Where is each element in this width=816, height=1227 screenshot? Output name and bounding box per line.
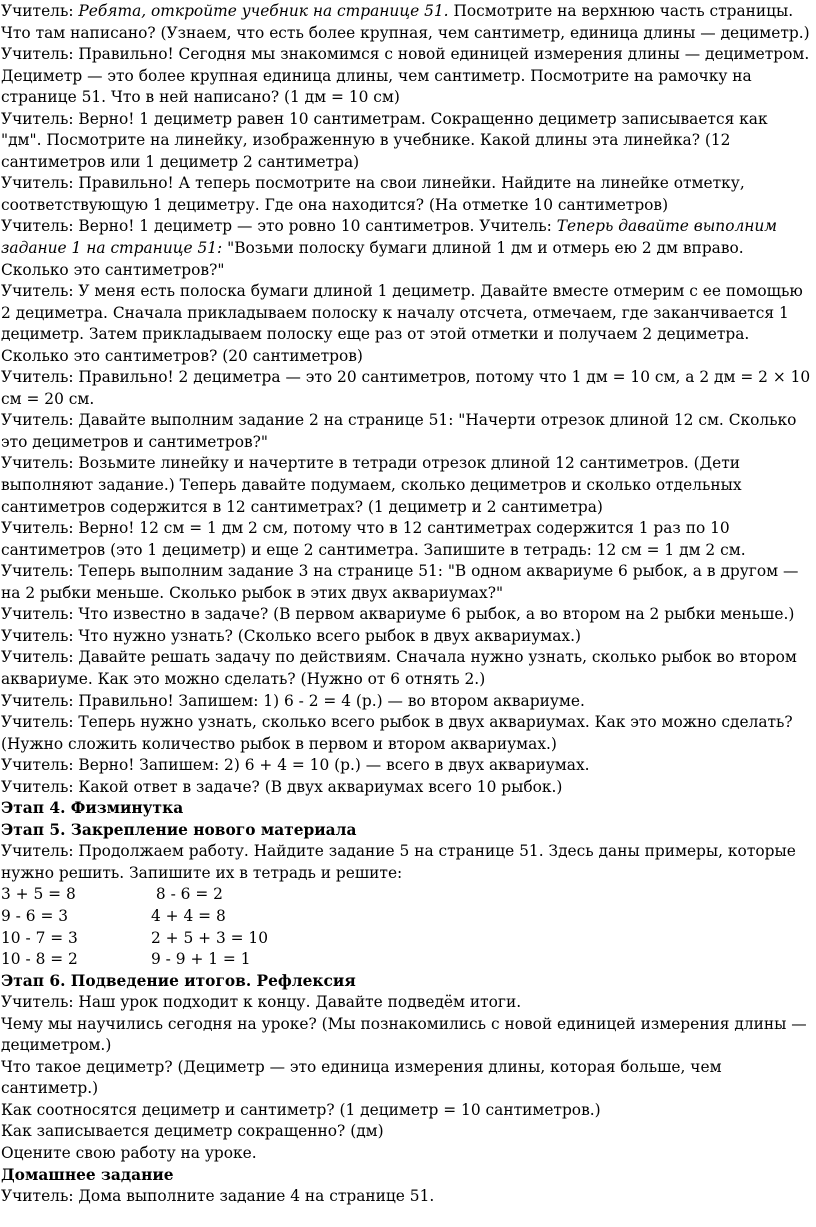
text-run: Учитель: xyxy=(1,2,79,20)
paragraph: Учитель: Правильно! 2 дециметра — это 20 сантиметров, потому что 1 дм = 10 см, а 2 дм = 2 × 10 см = 20 см. xyxy=(1,368,811,408)
section-heading: Домашнее задание xyxy=(1,1165,174,1184)
paragraph: Учитель: Верно! Запишем: 2) 6 + 4 = 10 (р.) — всего в двух аквариумах. xyxy=(1,756,590,775)
section-heading: Этап 4. Физминутка xyxy=(1,799,184,818)
paragraph: Учитель: Какой ответ в задаче? (В двух аквариумах всего 10 рыбок.) xyxy=(1,777,563,796)
examples-block xyxy=(1,884,811,970)
paragraph: Учитель: Правильно! Сегодня мы знакомимся с новой единицей измерения длины — дециметром. Дециметр — это более крупная единица длины, чем сантиметр. Посмотрите на рамочку на странице 51. Что в ней написано? (1 дм = 10 см) xyxy=(1,45,810,107)
paragraph: Учитель: Дома выполните задание 4 на странице 51. xyxy=(1,1187,435,1206)
paragraph: Учитель: Наш урок подходит к концу. Давайте подведём итоги. xyxy=(1,993,522,1012)
example-expression: 4 + 4 = 8 xyxy=(151,906,226,925)
paragraph: Учитель: Верно! 1 дециметр равен 10 сантиметрам. Сокращенно дециметр записывается как "дм". Посмотрите на линейку, изображенную в учебнике. Какой длины эта линейка? (12 сантиметров или 1 дециметр 2 сантиметра) xyxy=(1,109,768,171)
example-expression: 10 - 8 = 2 xyxy=(1,950,78,969)
paragraph: Учитель: Что нужно узнать? (Сколько всего рыбок в двух аквариумах.) xyxy=(1,626,581,645)
paragraph: Оцените свою работу на уроке. xyxy=(1,1143,257,1162)
paragraph: Учитель: Продолжаем работу. Найдите задание 5 на странице 51. Здесь даны примеры, которые нужно решить. Запишите их в тетрадь и решите: xyxy=(1,842,796,882)
example-row xyxy=(1,906,811,928)
example-expression: 9 - 9 + 1 = 1 xyxy=(151,950,251,969)
paragraph: Учитель: Теперь нужно узнать, сколько всего рыбок в двух аквариумах. Как это можно сделать? (Нужно сложить количество рыбок в первом и втором аквариумах.) xyxy=(1,713,793,753)
paragraph: Чему мы научились сегодня на уроке? (Мы познакомились с новой единицей измерения длины — дециметром.) xyxy=(1,1014,807,1055)
paragraph: Что такое дециметр? (Дециметр — это единица измерения длины, которая больше, чем сантиметр.) xyxy=(1,1057,722,1098)
section-heading: Этап 5. Закрепление нового материала xyxy=(1,820,357,839)
example-expression: 8 - 6 = 2 xyxy=(151,885,223,904)
paragraph: Учитель: Правильно! А теперь посмотрите на свои линейки. Найдите на линейке отметку, соответствующую 1 дециметру. Где она находится? (На отметке 10 сантиметров) xyxy=(1,174,745,214)
italic-text: Теперь давайте выполним задание 1 на странице 51: xyxy=(1,217,778,258)
example-expression: 9 - 6 = 3 xyxy=(1,906,69,925)
text-run: Посмотрите на верхнюю часть страницы. Что там написано? (Узнаем, что есть более крупная, чем сантиметр, единица длины — дециметр.) xyxy=(1,2,810,42)
paragraph xyxy=(1,1,811,44)
example-row xyxy=(1,949,811,971)
text-run: "Возьми полоску бумаги длиной 1 дм и отмерь ею 2 дм вправо. Сколько это сантиметров?" xyxy=(1,239,744,279)
paragraph: Учитель: Возьмите линейку и начертите в тетради отрезок длиной 12 сантиметров. (Дети выполняют задание.) Теперь давайте подумаем, сколько дециметров и сколько отдельных сантиметров содержится в 12 сантиметрах? (1 дециметр и 2 сантиметра) xyxy=(1,454,742,516)
paragraph: Учитель: Что известно в задаче? (В первом аквариуме 6 рыбок, а во втором на 2 рыбки меньше.) xyxy=(1,605,795,624)
paragraph: Учитель: Давайте решать задачу по действиям. Сначала нужно узнать, сколько рыбок во втором аквариуме. Как это можно сделать? (Нужно от 6 отнять 2.) xyxy=(1,648,797,688)
paragraph: Как соотносятся дециметр и сантиметр? (1 дециметр = 10 сантиметров.) xyxy=(1,1100,601,1119)
example-row xyxy=(1,884,811,906)
example-expression: 3 + 5 = 8 xyxy=(1,885,76,904)
paragraph: Учитель: Верно! 12 см = 1 дм 2 см, потому что в 12 сантиметрах содержится 1 раз по 10 сантиметров (это 1 дециметр) и еще 2 сантиметра. Запишите в тетрадь: 12 см = 1 дм 2 см. xyxy=(1,519,746,559)
example-expression: 10 - 7 = 3 xyxy=(1,928,78,947)
paragraph: Учитель: У меня есть полоска бумаги длиной 1 дециметр. Давайте вместе отмерим с ее помощью 2 дециметра. Сначала прикладываем полоску к началу отсчета, отмечаем, где заканчивается 1 дециметр. Затем прикладываем полоску еще раз от этой отметки и получаем 2 дециметра. Сколько это сантиметров? (20 сантиметров) xyxy=(1,282,803,365)
section-heading: Этап 6. Подведение итогов. Рефлексия xyxy=(1,971,356,990)
paragraph xyxy=(1,216,811,281)
paragraph: Учитель: Правильно! Запишем: 1) 6 - 2 = 4 (р.) — во втором аквариуме. xyxy=(1,691,585,710)
paragraph: Учитель: Теперь выполним задание 3 на странице 51: "В одном аквариуме 6 рыбок, а в другом — на 2 рыбки меньше. Сколько рыбок в этих двух аквариумах?" xyxy=(1,562,799,602)
paragraph: Учитель: Давайте выполним задание 2 на странице 51: "Начерти отрезок длиной 12 см. Сколько это дециметров и сантиметров?" xyxy=(1,411,797,451)
text-run: Учитель: Верно! 1 дециметр — это ровно 10 сантиметров. Учитель: xyxy=(1,217,557,236)
italic-text: Ребята, откройте учебник на странице 51. xyxy=(78,2,449,20)
example-row xyxy=(1,928,811,950)
paragraph: Как записывается дециметр сокращенно? (дм) xyxy=(1,1122,384,1141)
example-expression: 2 + 5 + 3 = 10 xyxy=(151,928,269,947)
